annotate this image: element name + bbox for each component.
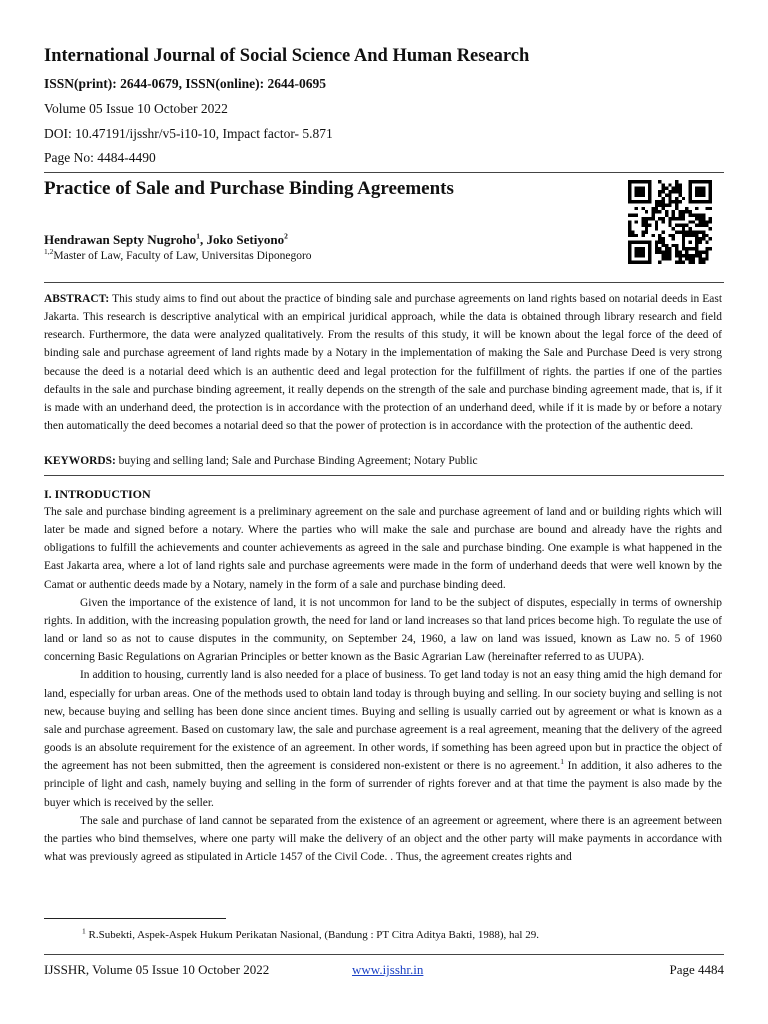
author-separator: , xyxy=(199,232,207,247)
footnote xyxy=(82,926,539,941)
paragraph: Given the importance of the existence of land, it is not uncommon for land to be the subject of disputes, especially in terms of ownership rights. In addition, with the increasing population growth, the need for land or land increases so that land prices become high. To regulate the use of land or land so as not to cause disputes in the community, on September 24, 1960, a law on land was issued, known as Law no. 5 of 1960 concerning Basic Regulations on Agrarian Principles or better known as the Basic Agrarian Law (hereinafter referred to as UUPA). xyxy=(44,596,722,664)
footer-divider xyxy=(44,954,724,955)
keywords-divider xyxy=(44,475,724,476)
affiliation-marker: 1,2 xyxy=(44,247,54,257)
author-list xyxy=(44,232,288,248)
paragraph-text: In addition to housing, currently land is also needed for a place of business. To get land today is not an easy thing amid the high demand for land, especially for urban areas. One of the methods used to obtain land today is through buying and selling. In our society buying and selling is not new, because buying and selling has been done since ancient times. Buying and selling is usually carried out by agreement or what is known as a sale and purchase agreement. Based on customary law, the sale and purchase agreement is a real agreement, meaning that the delivery of the agreed goods is an absolute requirement for the existence of an agreement. In other words, if something has been agreed upon but in practice the object of the agreement has not been submitted, then the agreement is considered non-existent or there is no agreement. xyxy=(44,669,722,773)
paragraph: The sale and purchase binding agreement is a preliminary agreement on the sale and purchase agreement of land and or building rights which will later be made and signed before a notary. Where the parties who will make the sale and purchase are bound and already have the rights and obligations to fulfill the achievements and counter achievements as agreed in the sale and purchase binding. One example is what happened in the East Jakarta area, where a lot of land rights sale and purchase agreements were made in the form of underhand deeds that were well known by the Camat or authentic deeds made by a Notary, namely in the form of a sale and purchase binding deed. xyxy=(44,506,722,591)
author-affiliation-marker: 1 xyxy=(196,231,200,241)
keywords xyxy=(44,452,722,470)
footnote-marker: 1 xyxy=(560,757,565,767)
author-affiliation-marker: 2 xyxy=(284,231,288,241)
section-heading: I. INTRODUCTION xyxy=(44,487,151,501)
doi-impact-factor: DOI: 10.47191/ijsshr/v5-i10-10, Impact factor- 5.871 xyxy=(44,126,333,141)
footnote-rule xyxy=(44,918,226,919)
affiliation xyxy=(44,247,312,262)
footnote-text: R.Subekti, Aspek-Aspek Hukum Perikatan Nasional, (Bandung : PT Citra Aditya Bakti, 1988), hal 29. xyxy=(85,929,539,941)
qr-code-icon xyxy=(628,180,712,264)
paragraph: The sale and purchase of land cannot be separated from the existence of an agreement or agreement, where there is an agreement between the parties who bind themselves, where one party will make the delivery of an object and the other party will make payments in accordance with what was previously agreed as stipulated in Article 1457 of the Civil Code. . Thus, the agreement creates rights and xyxy=(44,814,722,863)
abstract-divider xyxy=(44,282,724,283)
keywords-text: buying and selling land; Sale and Purchase Binding Agreement; Notary Public xyxy=(115,455,478,467)
issn-line: ISSN(print): 2644-0679, ISSN(online): 2644-0695 xyxy=(44,76,327,91)
abstract xyxy=(44,290,722,435)
affiliation-text: Master of Law, Faculty of Law, Universitas Diponegoro xyxy=(53,250,312,262)
introduction-body xyxy=(44,503,722,866)
author-name: Hendrawan Septy Nugroho xyxy=(44,232,197,247)
journal-website-link[interactable]: www.ijsshr.in xyxy=(352,962,424,977)
keywords-label: KEYWORDS: xyxy=(44,455,116,467)
author-name: Joko Setiyono xyxy=(206,232,285,247)
paragraph-text: In addition, it also adheres to the principle of light and cash, namely buying and selling in the form of surrender of rights forever and at that time the payment is also made by the buyer which is received by the seller. xyxy=(44,760,722,809)
abstract-label: ABSTRACT: xyxy=(44,293,110,305)
footnote-number: 1 xyxy=(82,926,86,936)
footer-page-number: Page 4484 xyxy=(669,962,724,977)
paragraph xyxy=(44,666,722,811)
header-divider xyxy=(44,172,724,173)
paper-title: Practice of Sale and Purchase Binding Agreements xyxy=(44,178,454,199)
page-range: Page No: 4484-4490 xyxy=(44,150,156,165)
abstract-text: This study aims to find out about the practice of binding sale and purchase agreements on land rights based on notarial deeds in East Jakarta. This research is descriptive analytical with an empirical juridical approach, while the data is obtained through library research and field research. Furthermore, the data were analyzed qualitatively. From the results of this study, it will be known about the legal force of the deed of binding sale and purchase agreement of land rights made by a Notary in the implementation of making the Sale and Purchase Deed is very strong because the deed is a notarial deed which is an authentic deed and legal protection for the fulfillment of rights. the parties if one of the parties defaults in the sale and purchase binding agreement, it really depends on the strength of the sale and purchase binding agreement made, that is, if it is made with an underhand deed, the protection is in accordance with the protection of an underhand deed, while if it is made by or before a notary then automatically the deed becomes a notarial deed so that the power of protection is in accordance with the protection of the authentic deed. xyxy=(44,293,722,433)
volume-issue: Volume 05 Issue 10 October 2022 xyxy=(44,101,228,116)
journal-title: International Journal of Social Science And Human Research xyxy=(44,46,530,66)
footer-journal-info: IJSSHR, Volume 05 Issue 10 October 2022 xyxy=(44,962,270,977)
